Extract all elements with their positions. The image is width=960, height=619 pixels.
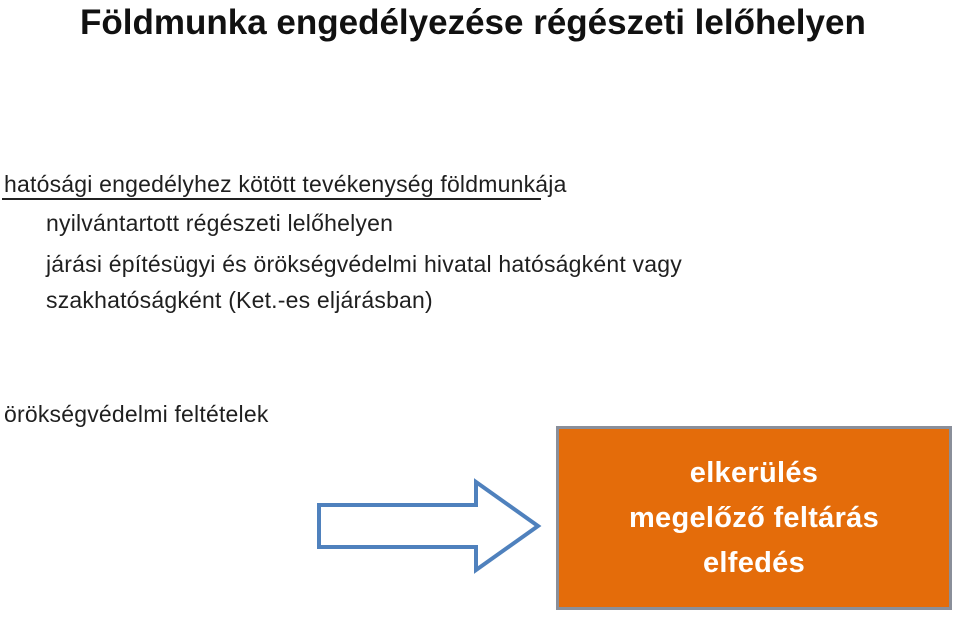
body-line-activity: hatósági engedélyhez kötött tevékenység földmunkája	[4, 171, 567, 197]
body-line-site: nyilvántartott régészeti lelőhelyen	[46, 210, 394, 236]
body-line-procedure: szakhatóságként (Ket.-es eljárásban)	[46, 287, 433, 313]
box-item-avoidance: elkerülés	[689, 456, 819, 489]
right-arrow-icon	[316, 478, 542, 574]
slide-title: Földmunka engedélyezése régészeti lelőhelyen	[80, 3, 866, 42]
conditions-label: örökségvédelmi feltételek	[4, 401, 269, 427]
box-item-preventive-excavation: megelőző feltárás	[628, 501, 880, 534]
underline-divider	[2, 198, 541, 200]
box-item-covering: elfedés	[702, 546, 806, 579]
body-line-authority: járási építésügyi és örökségvédelmi hivatal hatóságként vagy	[46, 251, 682, 277]
conditions-box	[556, 426, 952, 610]
